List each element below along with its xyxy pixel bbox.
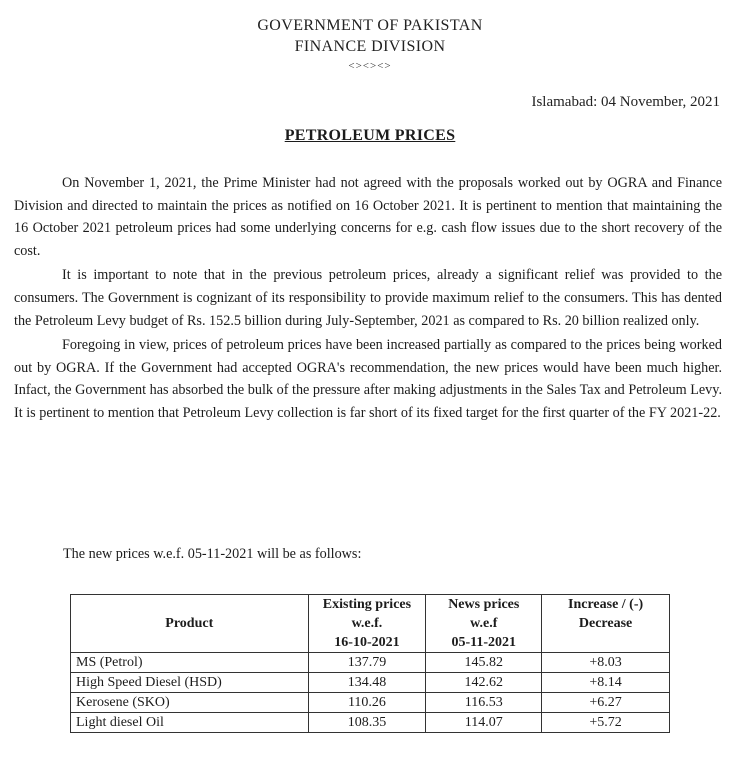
product-cell: Kerosene (SKO) — [71, 693, 309, 713]
paragraph-3: Foregoing in view, prices of petroleum prices have been increased partially as compared to the prices being worked out by OGRA. If the Government had accepted OGRA's recommendation, the new prices would have been much higher. Infact, the Government has absorbed the bulk of the pressure after making adjustments in the Sales Tax and Petroleum Levy. It is pertinent to mention that Petroleum Levy collection is far short of its fixed target for the first quarter of the FY 2021-22. — [14, 337, 722, 421]
table-row — [71, 693, 670, 713]
existing-price-cell: 108.35 — [308, 713, 426, 733]
header-existing-prices: Existing prices w.e.f. 16-10-2021 — [308, 595, 426, 653]
existing-price-cell: 134.48 — [308, 673, 426, 693]
change-cell: +5.72 — [542, 713, 670, 733]
prices-intro: The new prices w.e.f. 05-11-2021 will be as follows: — [63, 546, 362, 562]
header-change: Increase / (-) Decrease — [542, 595, 670, 653]
change-cell: +8.03 — [542, 653, 670, 673]
existing-price-cell: 110.26 — [308, 693, 426, 713]
change-cell: +8.14 — [542, 673, 670, 693]
prices-table — [70, 594, 670, 733]
table-row — [71, 673, 670, 693]
dateline: Islamabad: 04 November, 2021 — [531, 94, 720, 110]
header-government: GOVERNMENT OF PAKISTAN — [257, 17, 483, 34]
paragraph-1: On November 1, 2021, the Prime Minister had not agreed with the proposals worked out by OGRA and Finance Division and directed to maintain the prices as notified on 16 October 2021. It is pertinent to mention that maintaining the 16 October 2021 petroleum prices had some underlying concerns for e.g. cash flow issues due to the short recovery of the cost. — [14, 175, 722, 259]
header-product: Product — [71, 595, 309, 653]
product-cell: MS (Petrol) — [71, 653, 309, 673]
page-title: PETROLEUM PRICES — [284, 127, 456, 144]
header-new-prices: News prices w.e.f 05-11-2021 — [426, 595, 542, 653]
paragraph-2: It is important to note that in the previous petroleum prices, already a significant relief was provided to the consumers. The Government is cognizant of its responsibility to provide maximum relief to the consumers. This has dented the Petroleum Levy budget of Rs. 152.5 billion during July-September, 2021 as compared to Rs. 20 billion realized only. — [14, 267, 722, 329]
product-cell: High Speed Diesel (HSD) — [71, 673, 309, 693]
body-text — [14, 172, 722, 427]
change-cell: +6.27 — [542, 693, 670, 713]
table-row — [71, 713, 670, 733]
product-cell: Light diesel Oil — [71, 713, 309, 733]
new-price-cell: 142.62 — [426, 673, 542, 693]
existing-price-cell: 137.79 — [308, 653, 426, 673]
ornament-divider: <><><> — [348, 60, 392, 72]
new-price-cell: 145.82 — [426, 653, 542, 673]
table-header-row — [71, 595, 670, 653]
header-division: FINANCE DIVISION — [294, 38, 446, 55]
new-price-cell: 114.07 — [426, 713, 542, 733]
new-price-cell: 116.53 — [426, 693, 542, 713]
table-row — [71, 653, 670, 673]
